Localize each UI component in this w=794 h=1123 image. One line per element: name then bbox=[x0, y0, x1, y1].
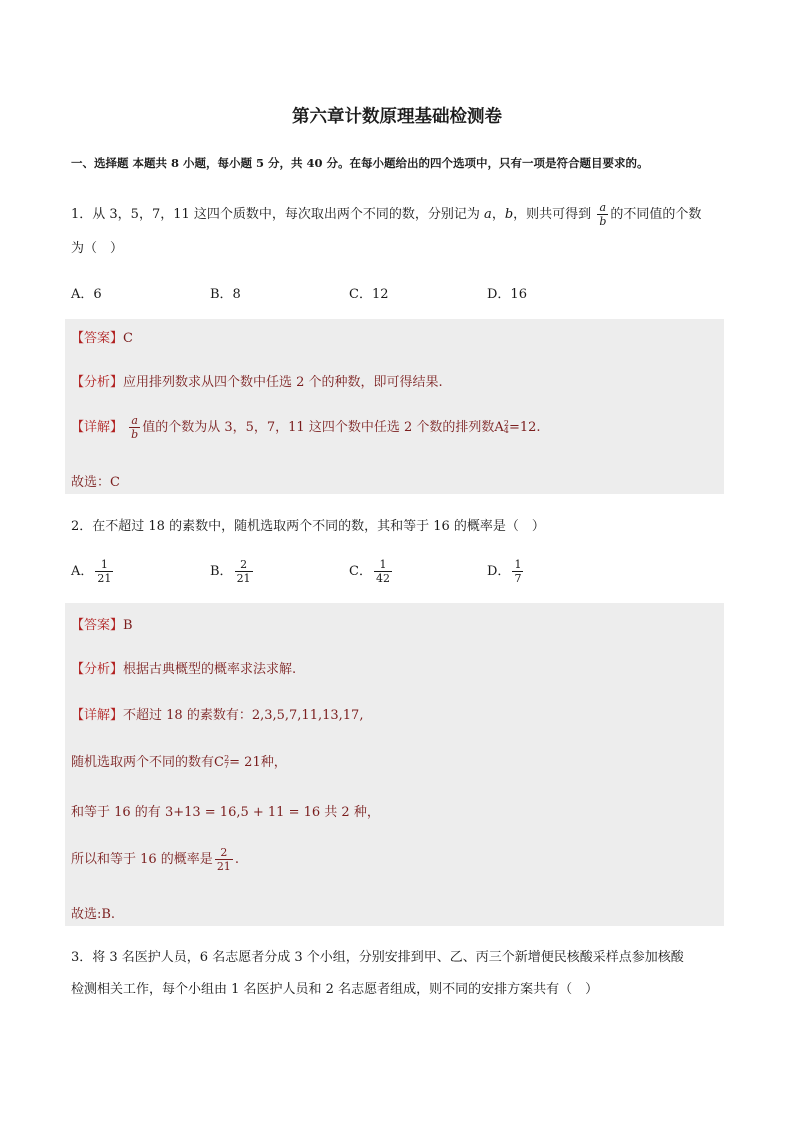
q3-stem-line1: 3．将 3 名医护人员，6 名志愿者分成 3 个小组，分别安排到甲、乙、丙三个新增便民核酸采样点参加核酸 bbox=[71, 950, 684, 965]
q2-option-a: A． $\frac{1}{21}$ bbox=[71, 558, 112, 585]
q1-solution-box bbox=[65, 319, 724, 494]
q1-option-c: C．12 bbox=[349, 287, 389, 302]
q1-stem-line1: 1．从 3，5，7，11 这四个质数中，每次取出两个不同的数，分别记为 a，b，则共可得到 $\frac{a}{b}$ 的不同值的个数 bbox=[71, 201, 702, 228]
q1-detail: 【详解】 $\frac{a}{b}$ 值的个数为从 3，5，7，11 这四个数中任选 2 个数的排列数$A_4^2=12$. bbox=[71, 414, 541, 441]
q2-combination: $C_7^2$ bbox=[214, 754, 230, 770]
q3-stem-line2: 检测相关工作，每个小组由 1 名医护人员和 2 名志愿者组成，则不同的安排方案共有（ ） bbox=[71, 982, 599, 997]
q1-option-a: A．6 bbox=[71, 287, 102, 302]
section-header: 一、选择题 本题共 8 小题，每小题 5 分，共 40 分。在每小题给出的四个选项中，只有一项是符合题目要求的。 bbox=[71, 156, 649, 170]
q2-detail-line3: 和等于 16 的有 3+13 = 16,5 + 11 = 16 共 2 种， bbox=[71, 805, 380, 820]
q2-option-c: C． $\frac{1}{42}$ bbox=[349, 558, 390, 585]
q2-stem: 2．在不超过 18 的素数中，随机选取两个不同的数，其和等于 16 的概率是（ ） bbox=[71, 519, 545, 534]
q2-detail-line1: 【详解】不超过 18 的素数有：2,3,5,7,11,13,17, bbox=[71, 708, 364, 723]
q2-analysis: 【分析】根据古典概型的概率求法求解. bbox=[71, 662, 297, 677]
q2-option-d: D． $\frac{1}{7}$ bbox=[487, 558, 522, 585]
q1-option-d: D．16 bbox=[487, 287, 527, 302]
q1-stem-line2: 为（ ） bbox=[71, 241, 124, 256]
q1-fraction: $\frac{a}{b}$ bbox=[599, 201, 607, 228]
q2-conclusion: 故选:B. bbox=[71, 907, 116, 922]
page-title: 第六章计数原理基础检测卷 bbox=[292, 107, 502, 127]
q1-option-b: B．8 bbox=[210, 287, 241, 302]
q1-detail-fraction: $\frac{a}{b}$ bbox=[131, 414, 139, 441]
q1-permutation: $A_4^2$ bbox=[494, 419, 509, 435]
q2-detail-line4: 所以和等于 16 的概率是 $\frac{2}{21}$ . bbox=[71, 846, 239, 873]
q2-option-b: B． $\frac{2}{21}$ bbox=[210, 558, 251, 585]
q2-answer: 【答案】B bbox=[71, 618, 133, 633]
q1-conclusion: 故选：C bbox=[71, 475, 120, 490]
q1-answer: 【答案】C bbox=[71, 331, 133, 346]
q2-detail-line2: 随机选取两个不同的数有$C_7^2= 21$种， bbox=[71, 754, 287, 770]
q1-analysis: 【分析】应用排列数求从四个数中任选 2 个的种数，即可得结果. bbox=[71, 375, 443, 390]
